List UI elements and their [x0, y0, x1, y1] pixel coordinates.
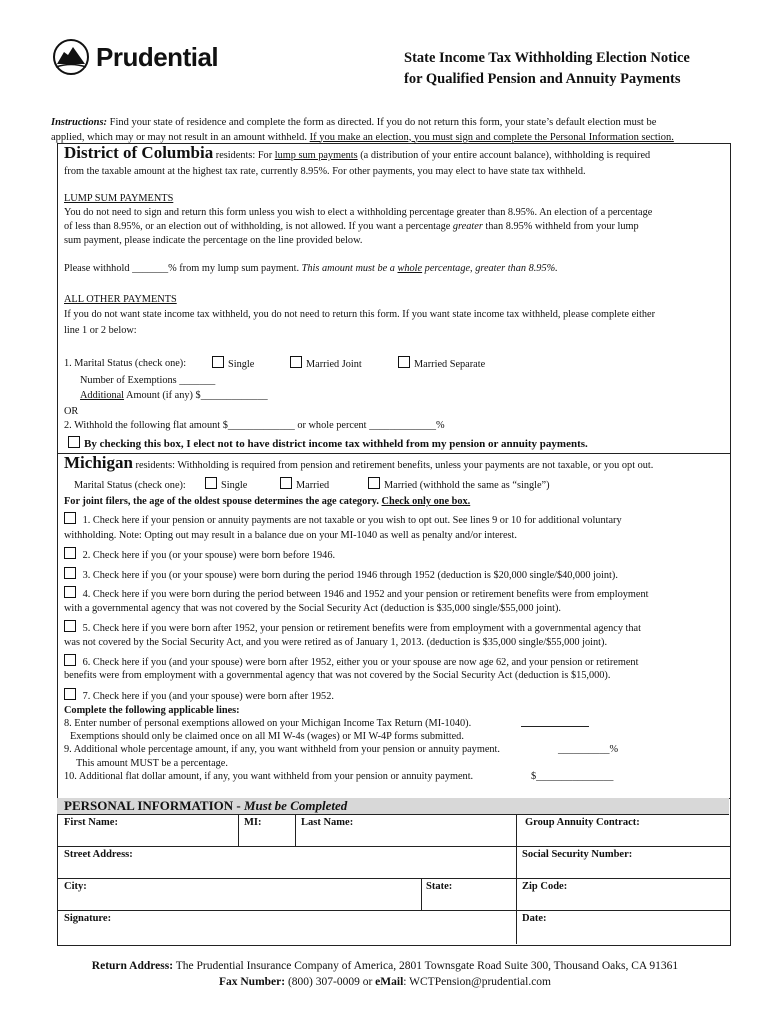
state-field[interactable]: State:: [426, 881, 453, 892]
dc-single-label: Single: [228, 359, 255, 370]
mi-check-4-line-2: with a governmental agency that was not covered by the Social Security Act (deduction is $35,000 single/$55,000 joint).: [64, 603, 562, 614]
return-address: [40, 958, 730, 974]
line-8-text: 8. Enter number of personal exemptions allowed on your Michigan Income Tax Return (MI-1040).: [64, 718, 472, 729]
mi-check-2[interactable]: [64, 547, 335, 563]
personal-info-heading-em: Must be Completed: [243, 798, 348, 813]
dc-intro-link: lump sum payments: [274, 150, 358, 161]
mi-check-4-line-1: 4. Check here if you were born during the period between 1946 and 1952 and your pension or retirement benefits were from employment: [82, 589, 649, 600]
middle-initial-field[interactable]: MI:: [244, 817, 262, 828]
return-address-label: Return Address:: [91, 960, 174, 972]
last-name-field[interactable]: Last Name:: [301, 817, 354, 828]
col-divider: [421, 878, 422, 910]
dc-married-joint-label: Married Joint: [306, 359, 362, 370]
withhold-note-whole: whole: [397, 263, 423, 274]
mi-check-4[interactable]: [64, 586, 648, 602]
flat-amount-line[interactable]: 2. Withhold the following flat amount $_____________ or whole percent _____________%: [64, 420, 445, 431]
col-divider: [295, 814, 296, 846]
col-divider: [238, 814, 239, 846]
line-9-note: This amount MUST be a percentage.: [76, 758, 228, 769]
checkbox-icon[interactable]: [212, 356, 224, 368]
checkbox-icon[interactable]: [280, 477, 292, 489]
line-9: 9. Additional whole percentage amount, if any, you want withheld from your pension or annuity payment.: [64, 744, 500, 755]
line-8: [64, 717, 471, 731]
instructions-line-2-underlined: If you make an election, you must sign and complete the Personal Information section.: [309, 131, 674, 143]
complete-lines-heading: Complete the following applicable lines:: [64, 705, 240, 716]
instructions-line-2: applied, which may or may not result in an amount withheld.: [51, 131, 310, 143]
additional-amount-field[interactable]: [80, 389, 268, 403]
instructions-line-1: Find your state of residence and complete the form as directed. If you do not return this form, your state’s default election must be: [107, 117, 657, 128]
line-10: 10. Additional flat dollar amount, if any, you want withheld from your pension or annuity payment.: [64, 771, 474, 782]
ssn-field[interactable]: Social Security Number:: [522, 849, 633, 860]
lump-line-2-greater: greater: [452, 221, 483, 232]
dc-married-joint-option[interactable]: [290, 356, 362, 372]
other-line-1: If you do not want state income tax withheld, you do not need to return this form. If you want state income tax withheld, please complete either: [64, 309, 656, 320]
mi-married-option[interactable]: [280, 477, 329, 493]
mi-check-1-line-1: 1. Check here if your pension or annuity payments are not taxable or you wish to opt out. See lines 9 or 10 for additional voluntary: [82, 515, 622, 526]
mi-intro: [64, 453, 654, 473]
prudential-logo: [52, 38, 218, 76]
other-line-2: line 1 or 2 below:: [64, 325, 137, 336]
fax-email: [40, 974, 730, 990]
mi-check-1-line-2: withholding. Note: Opting out may result in a balance due on your MI-1040 as well as penalty and/or interest.: [64, 530, 517, 541]
lump-sum-heading: LUMP SUM PAYMENTS: [64, 193, 174, 204]
checkbox-icon[interactable]: [368, 477, 380, 489]
dc-intro: [64, 143, 651, 163]
street-address-field[interactable]: Street Address:: [64, 849, 133, 860]
checkbox-icon[interactable]: [205, 477, 217, 489]
personal-info-heading-text: PERSONAL INFORMATION -: [64, 798, 244, 813]
joint-filers-note: [64, 495, 470, 509]
instructions: [51, 116, 731, 145]
mi-intro-text: residents: Withholding is required from pension and retirement benefits, unless your payments are not taxable, or you opt out.: [132, 460, 654, 471]
row-divider: [57, 910, 730, 911]
line-8-note: Exemptions should only be claimed once on all MI W-4s (wages) or MI W-4P forms submitted.: [70, 731, 464, 742]
first-name-field[interactable]: First Name:: [64, 817, 118, 828]
zip-field[interactable]: Zip Code:: [522, 881, 568, 892]
mi-check-5[interactable]: [64, 620, 641, 636]
joint-filers-check-one: Check only one box.: [381, 496, 471, 507]
dc-optout-option[interactable]: [68, 436, 588, 451]
mi-married-single-option[interactable]: [368, 477, 550, 493]
mi-heading: Michigan: [64, 453, 133, 472]
mi-check-6-line-1: 6. Check here if you (and your spouse) were born after 1952, either you or your spouse are now age 62, and your pension or retirement: [82, 657, 639, 668]
withhold-note-pre: This amount must be a: [301, 263, 398, 274]
mi-check-3-label: 3. Check here if you (or your spouse) were born during the period 1946 through 1952 (deduction is $20,000 single/$40,000 joint).: [82, 570, 618, 581]
checkbox-icon[interactable]: [64, 620, 76, 632]
fax-label: Fax Number:: [218, 976, 286, 988]
withhold-percent-line[interactable]: [64, 262, 558, 276]
mi-check-5-line-2: was not covered by the Social Security Act, and you were retired as of January 1, 2013. (deduction is $35,000 single/$55,000 joint).: [64, 637, 608, 648]
lump-line-2-post: than 8.95% withheld from your lump: [482, 221, 639, 232]
checkbox-icon[interactable]: [64, 688, 76, 700]
dc-intro-pre: residents: For: [213, 150, 275, 161]
lump-line-2-pre: of less than 8.95%, or an election out of withholding, is not allowed. If you want a percentage: [64, 221, 453, 232]
group-contract-field[interactable]: Group Annuity Contract:: [525, 817, 640, 828]
title-line-1: State Income Tax Withholding Election Notice: [404, 50, 690, 66]
mi-married-label: Married: [296, 480, 330, 491]
mi-check-7[interactable]: [64, 688, 334, 704]
line-8-blank[interactable]: [521, 726, 589, 727]
signature-field[interactable]: Signature:: [64, 913, 112, 924]
dc-heading: District of Columbia: [64, 143, 214, 162]
additional-rest: Amount (if any) $_____________: [124, 390, 268, 401]
city-field[interactable]: City:: [64, 881, 87, 892]
mi-check-7-label: 7. Check here if you (and your spouse) were born after 1952.: [82, 691, 334, 702]
email-text: : WCTPension@prudential.com: [403, 976, 552, 988]
dc-marital-label: 1. Marital Status (check one):: [64, 358, 187, 369]
lump-line-1: You do not need to sign and return this form unless you wish to elect a withholding percentage greater than 8.95%. An election of a percentage: [64, 207, 653, 218]
mi-single-label: Single: [221, 480, 248, 491]
checkbox-icon[interactable]: [64, 654, 76, 666]
lump-line-2: [64, 220, 639, 234]
checkbox-icon[interactable]: [64, 586, 76, 598]
fax-text: (800) 307-0009 or: [285, 976, 376, 988]
mi-check-3[interactable]: [64, 567, 618, 583]
additional-underlined: Additional: [80, 390, 125, 401]
checkbox-icon[interactable]: [64, 512, 76, 524]
withhold-percent-text: Please withhold _______% from my lump sum payment.: [64, 263, 302, 274]
checkbox-icon[interactable]: [290, 356, 302, 368]
logo-wordmark: Prudential: [96, 41, 219, 72]
dc-married-separate-option[interactable]: [398, 356, 485, 372]
checkbox-icon[interactable]: [64, 567, 76, 579]
instructions-label: Instructions:: [51, 117, 108, 128]
mi-married-single-label: Married (withhold the same as “single”): [384, 480, 550, 491]
dc-single-option[interactable]: [212, 356, 254, 372]
joint-filers-text: For joint filers, the age of the oldest spouse determines the age category.: [64, 496, 382, 507]
checkbox-icon[interactable]: [64, 547, 76, 559]
row-divider: [57, 878, 730, 879]
checkbox-icon[interactable]: [68, 436, 80, 448]
mi-marital-label: Marital Status (check one):: [74, 480, 186, 491]
line-10-blank[interactable]: $_______________: [531, 771, 614, 782]
mi-check-1[interactable]: [64, 512, 622, 528]
email-label: eMail: [375, 976, 404, 988]
or-separator: OR: [64, 406, 79, 417]
dc-intro-line-2: from the taxable amount at the highest tax rate, currently 8.95%. For other payments, you may elect to have state tax withheld.: [64, 166, 586, 177]
line-9-blank[interactable]: __________%: [558, 744, 619, 755]
mi-check-6-line-2: benefits were from employment with a governmental agency that was not covered by the Social Security Act (deduction is $15,000).: [64, 670, 611, 681]
return-address-text: The Prudential Insurance Company of America, 2801 Townsgate Road Suite 300, Thousand Oaks, CA 91361: [173, 960, 679, 972]
checkbox-icon[interactable]: [398, 356, 410, 368]
mi-check-6[interactable]: [64, 654, 638, 670]
mi-single-option[interactable]: [205, 477, 247, 493]
footer: [40, 958, 730, 990]
lump-line-3: sum payment, please indicate the percentage on the line provided below.: [64, 235, 363, 246]
other-payments-heading: ALL OTHER PAYMENTS: [64, 294, 177, 305]
dc-intro-post: (a distribution of your entire account balance), withholding is required: [357, 150, 651, 161]
form-title: [404, 48, 690, 90]
mi-check-2-label: 2. Check here if you (or your spouse) were born before 1946.: [82, 550, 336, 561]
row-divider: [57, 846, 730, 847]
dc-married-separate-label: Married Separate: [414, 359, 486, 370]
mi-check-5-line-1: 5. Check here if you were born after 1952, your pension or retirement benefits were from employment with a governmental agency that: [82, 623, 641, 634]
dc-optout-label: By checking this box, I elect not to have district income tax withheld from my pension or annuity payments.: [84, 438, 588, 450]
col-divider: [516, 814, 517, 944]
exemptions-field[interactable]: Number of Exemptions _______: [80, 375, 216, 386]
rock-of-gibraltar-icon: [52, 38, 90, 76]
withhold-note-post: percentage, greater than 8.95%.: [422, 263, 558, 274]
title-line-2: for Qualified Pension and Annuity Payments: [404, 71, 681, 87]
personal-info-heading: [64, 798, 347, 814]
date-field[interactable]: Date:: [522, 913, 547, 924]
